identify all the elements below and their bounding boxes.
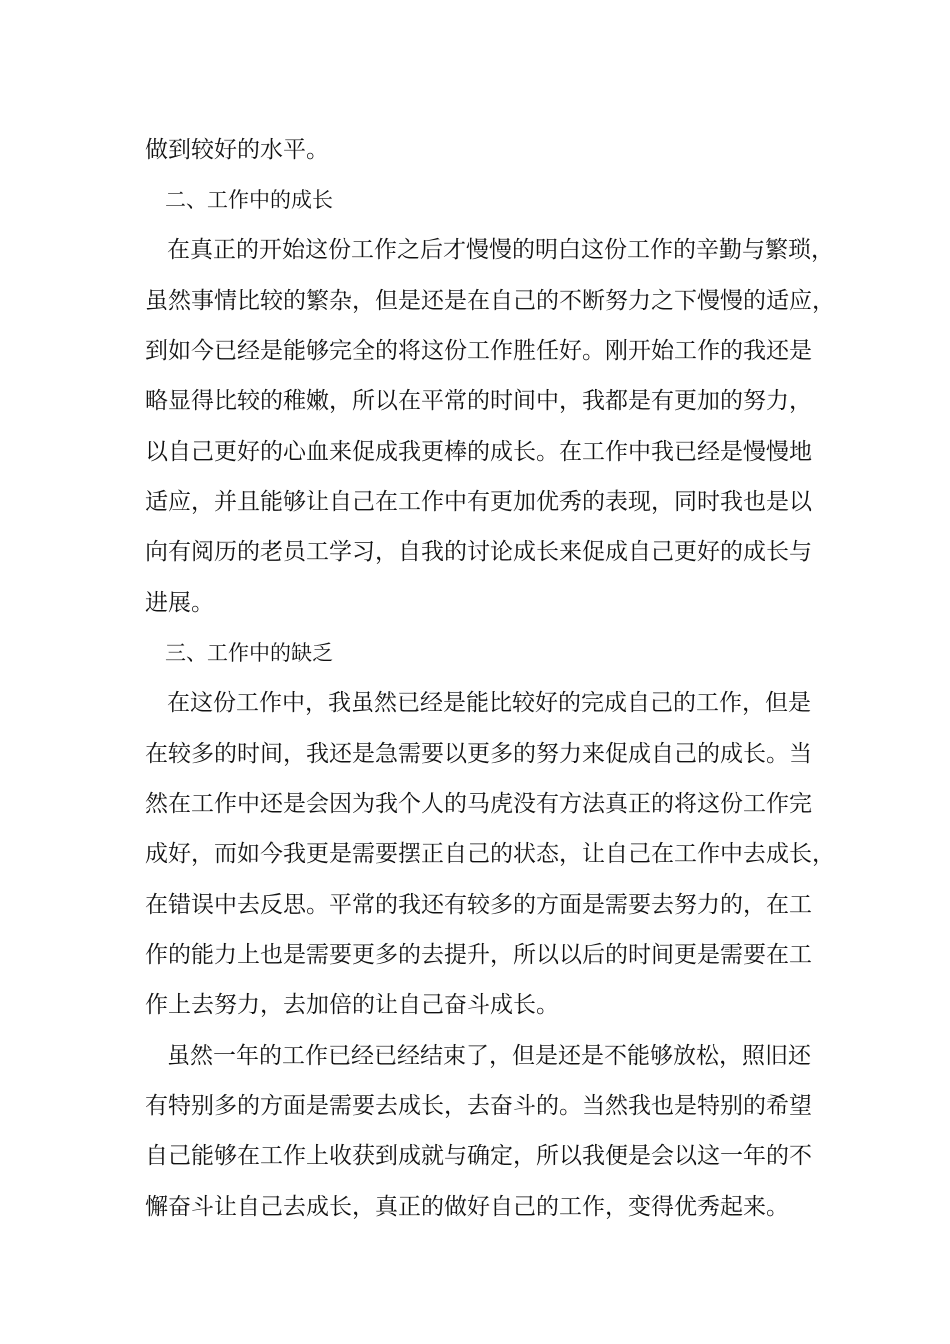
paragraph-line: 向有阅历的老员工学习，自我的讨论成长来促成自己更好的成长与 xyxy=(145,539,812,565)
paragraph-line: 作上去努力，去加倍的让自己奋斗成长。 xyxy=(145,992,559,1018)
paragraph-line: 在较多的时间，我还是急需要以更多的努力来促成自己的成长。当 xyxy=(145,741,812,767)
paragraph-line: 适应，并且能够让自己在工作中有更加优秀的表现，同时我也是以 xyxy=(145,489,812,515)
paragraph-line: 虽然一年的工作已经已经结束了，但是还是不能够放松，照旧还 xyxy=(167,1043,811,1069)
paragraph-line: 在这份工作中，我虽然已经是能比较好的完成自己的工作，但是 xyxy=(167,690,811,716)
paragraph-line: 略显得比较的稚嫩，所以在平常的时间中，我都是有更加的努力， xyxy=(145,388,812,414)
paragraph-line: 有特别多的方面是需要去成长，去奋斗的。当然我也是特别的希望 xyxy=(145,1093,812,1119)
paragraph-line: 懈奋斗让自己去成长，真正的做好自己的工作，变得优秀起来。 xyxy=(145,1194,789,1220)
paragraph-line: 自己能够在工作上收获到成就与确定，所以我便是会以这一年的不 xyxy=(145,1143,812,1169)
paragraph-line: 以自己更好的心血来促成我更棒的成长。在工作中我已经是慢慢地 xyxy=(145,439,812,465)
paragraph-line: 进展。 xyxy=(145,590,214,616)
paragraph-line: 成好，而如今我更是需要摆正自己的状态，让自己在工作中去成长， xyxy=(145,841,835,867)
paragraph-line: 做到较好的水平。 xyxy=(145,137,329,163)
paragraph-line: 作的能力上也是需要更多的去提升，所以以后的时间更是需要在工 xyxy=(145,942,812,968)
section-heading-shortcomings: 三、工作中的缺乏 xyxy=(165,641,333,665)
paragraph-line: 到如今已经是能够完全的将这份工作胜任好。刚开始工作的我还是 xyxy=(145,338,812,364)
paragraph-line: 然在工作中还是会因为我个人的马虎没有方法真正的将这份工作完 xyxy=(145,791,812,817)
section-heading-growth: 二、工作中的成长 xyxy=(165,188,333,212)
paragraph-line: 虽然事情比较的繁杂，但是还是在自己的不断努力之下慢慢的适应， xyxy=(145,288,835,314)
paragraph-line: 在错误中去反思。平常的我还有较多的方面是需要去努力的，在工 xyxy=(145,892,812,918)
paragraph-line: 在真正的开始这份工作之后才慢慢的明白这份工作的辛勤与繁琐， xyxy=(167,237,834,263)
